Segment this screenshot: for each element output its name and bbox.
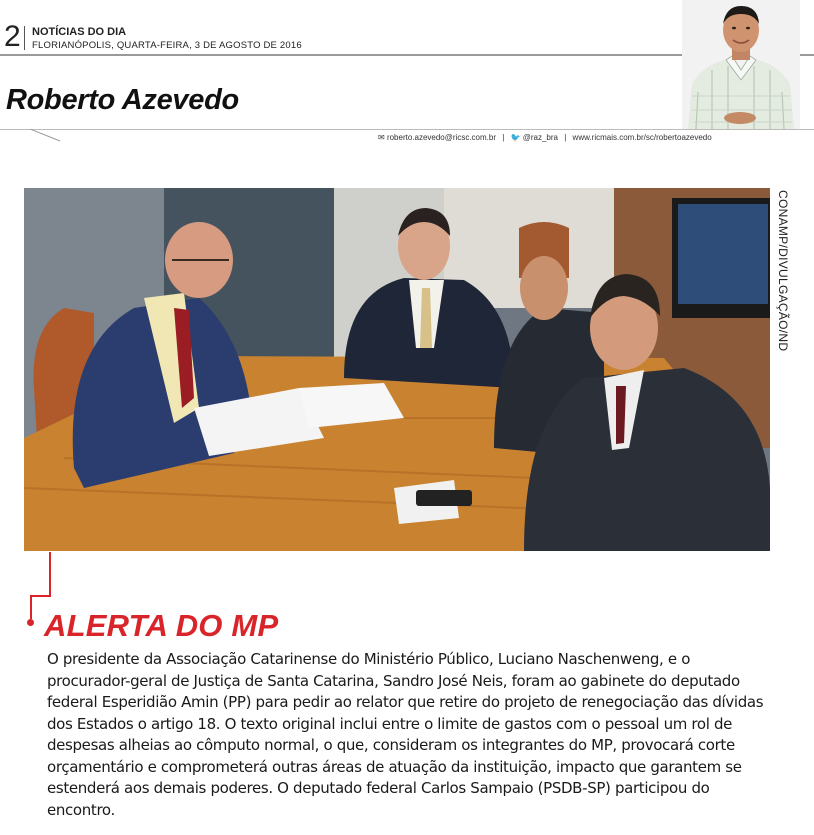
author-email[interactable]: roberto.azevedo@ricsc.com.br	[386, 133, 496, 142]
contact-line	[378, 133, 712, 142]
page-number: 2	[4, 20, 21, 53]
twitter-icon: 🐦	[510, 133, 521, 142]
columnist-photo	[682, 0, 800, 129]
article-line: orçamentário e comprometerá outras áreas de atuação da instituição, impacto que garantem se	[47, 757, 742, 776]
folio-divider	[24, 26, 25, 50]
callout-connector	[30, 595, 32, 619]
article-line: federal Esperidião Amin (PP) para pedir ao relator que retire do projeto de renegociação das dívidas	[47, 693, 764, 711]
article-line: despesas alheias ao cômputo normal, o que, consideram os integrantes do MP, provocará corte	[47, 736, 735, 754]
callout-connector	[49, 552, 51, 596]
author-twitter[interactable]: @raz_bra	[522, 133, 558, 142]
article-line: dos Estados o artigo 18. O texto original inclui entre o limite de gastos com o pessoal um rol de	[47, 714, 733, 733]
callout-connector	[30, 595, 51, 597]
speech-tail	[30, 129, 64, 143]
article-line: O presidente da Associação Catarinense do Ministério Público, Luciano Naschenweng, e o	[47, 650, 691, 668]
article-line: procurador-geral de Justiça de Santa Catarina, Sandro José Neis, foram ao gabinete do deputado	[47, 671, 740, 690]
email-icon: ✉	[378, 133, 385, 142]
contact-separator: |	[502, 133, 505, 142]
name-rule	[0, 129, 814, 130]
callout-dot	[27, 619, 34, 626]
article-body	[47, 649, 777, 821]
section-name: NOTÍCIAS DO DIA	[32, 26, 127, 38]
photo-credit: CONAMP/DIVULGAÇÃO/ND	[776, 190, 790, 352]
article-line: estenderá aos demais poderes. O deputado federal Carlos Sampaio (PSDB-SP) participou do encontro.	[47, 779, 710, 819]
article-headline: ALERTA DO MP	[44, 608, 279, 643]
dateline: FLORIANÓPOLIS, QUARTA-FEIRA, 3 DE AGOSTO DE 2016	[32, 40, 302, 51]
contact-separator: |	[564, 133, 567, 142]
news-photo	[24, 188, 770, 551]
columnist-name: Roberto Azevedo	[6, 84, 239, 116]
author-website[interactable]: www.ricmais.com.br/sc/robertoazevedo	[572, 133, 712, 142]
